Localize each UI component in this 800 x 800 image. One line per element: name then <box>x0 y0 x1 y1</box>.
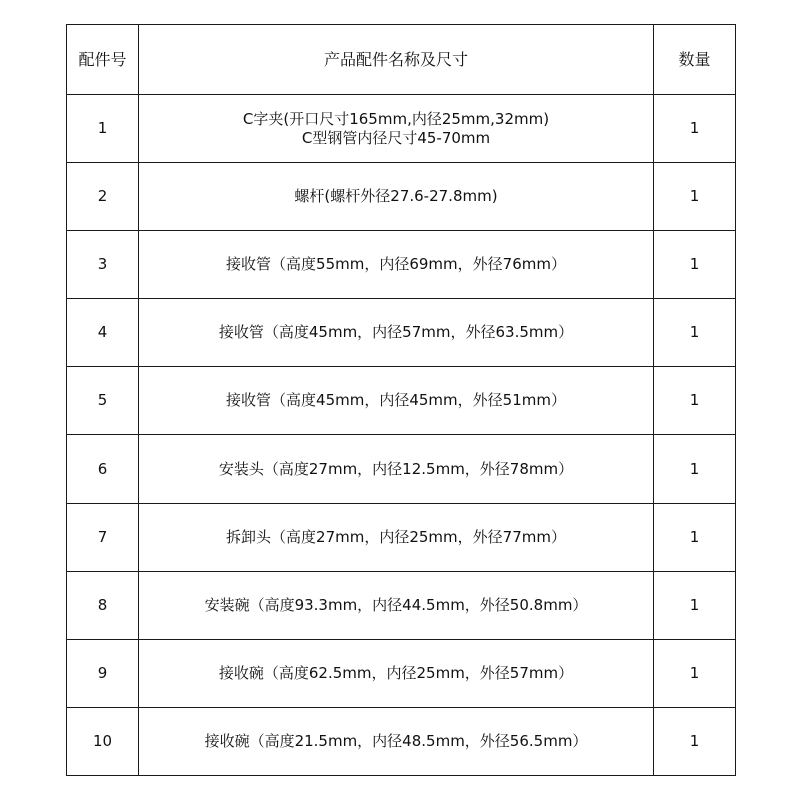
quantity-cell: 1 <box>654 231 736 299</box>
table-row <box>67 639 736 707</box>
header-row <box>67 25 736 95</box>
header-quantity: 数量 <box>654 25 736 95</box>
header-part-no: 配件号 <box>67 25 139 95</box>
part-no-cell: 4 <box>67 299 139 367</box>
quantity-cell: 1 <box>654 639 736 707</box>
table-row <box>67 163 736 231</box>
part-no-cell: 8 <box>67 571 139 639</box>
part-name-cell: 拆卸头（高度27mm，内径25mm，外径77mm） <box>139 503 654 571</box>
parts-table <box>66 24 736 776</box>
table-row <box>67 435 736 503</box>
part-no-cell: 3 <box>67 231 139 299</box>
part-name-cell: 接收碗（高度21.5mm，内径48.5mm，外径56.5mm） <box>139 707 654 775</box>
part-name-cell: 接收管（高度55mm，内径69mm，外径76mm） <box>139 231 654 299</box>
header-name-and-size: 产品配件名称及尺寸 <box>139 25 654 95</box>
part-no-cell: 10 <box>67 707 139 775</box>
part-name-cell: 螺杆(螺杆外径27.6-27.8mm) <box>139 163 654 231</box>
part-name-cell: 安装碗（高度93.3mm，内径44.5mm，外径50.8mm） <box>139 571 654 639</box>
table-row <box>67 707 736 775</box>
quantity-cell: 1 <box>654 571 736 639</box>
table-row <box>67 299 736 367</box>
part-name-cell: 接收碗（高度62.5mm，内径25mm，外径57mm） <box>139 639 654 707</box>
part-no-cell: 1 <box>67 95 139 163</box>
quantity-cell: 1 <box>654 95 736 163</box>
quantity-cell: 1 <box>654 435 736 503</box>
part-no-cell: 7 <box>67 503 139 571</box>
quantity-cell: 1 <box>654 163 736 231</box>
quantity-cell: 1 <box>654 367 736 435</box>
part-name-cell: C字夹(开口尺寸165mm,内径25mm,32mm) C型钢管内径尺寸45-70mm <box>139 95 654 163</box>
part-no-cell: 6 <box>67 435 139 503</box>
part-name-cell: 安装头（高度27mm，内径12.5mm，外径78mm） <box>139 435 654 503</box>
quantity-cell: 1 <box>654 503 736 571</box>
part-no-cell: 9 <box>67 639 139 707</box>
part-no-cell: 5 <box>67 367 139 435</box>
part-name-cell: 接收管（高度45mm，内径57mm，外径63.5mm） <box>139 299 654 367</box>
table-row <box>67 231 736 299</box>
quantity-cell: 1 <box>654 299 736 367</box>
table-row <box>67 367 736 435</box>
part-name-cell: 接收管（高度45mm，内径45mm，外径51mm） <box>139 367 654 435</box>
part-no-cell: 2 <box>67 163 139 231</box>
table-row <box>67 95 736 163</box>
table-body <box>67 95 736 776</box>
table-row <box>67 571 736 639</box>
quantity-cell: 1 <box>654 707 736 775</box>
table-row <box>67 503 736 571</box>
